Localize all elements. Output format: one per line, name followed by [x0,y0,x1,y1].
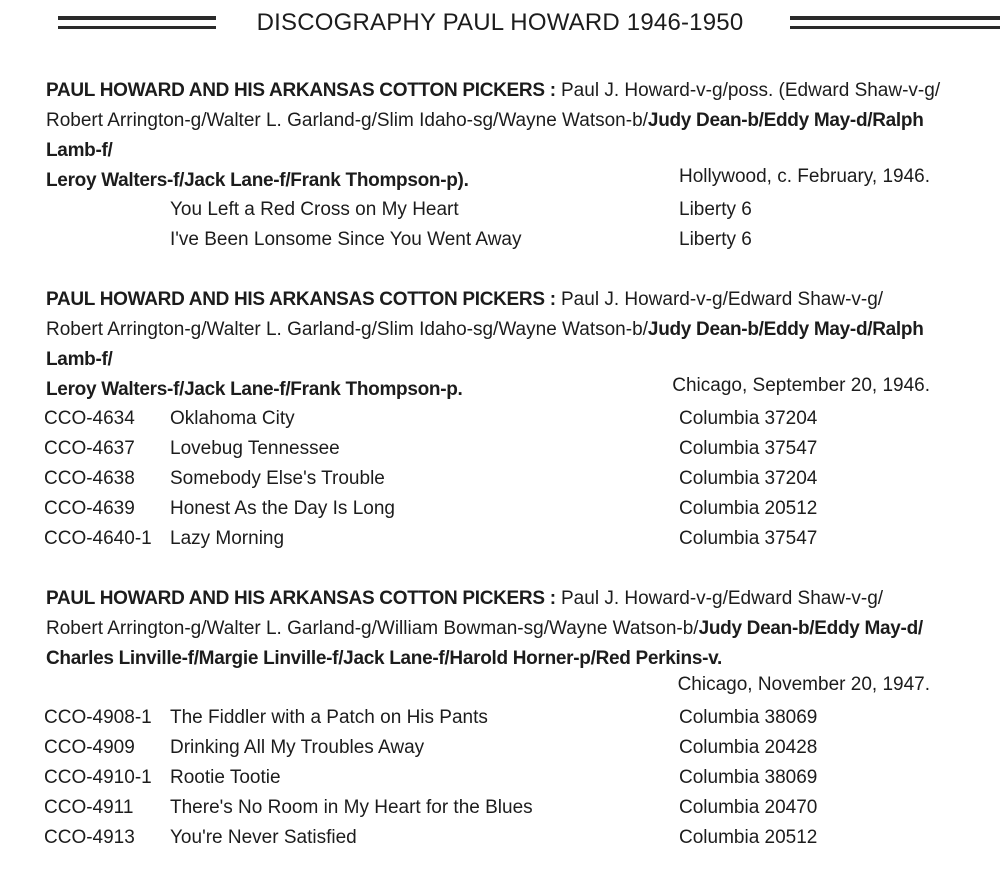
record-label: Columbia 37204 [679,468,818,489]
track-row [0,763,1000,793]
record-label: Columbia 37547 [679,438,818,459]
matrix-number: CCO-4910-1 [44,767,152,788]
song-title: Lazy Morning [170,528,285,549]
record-label: Columbia 38069 [679,707,818,728]
personnel-text-bold: Leroy Walters-f/Jack Lane-f/Frank Thompson-p. [46,379,463,400]
personnel-credits [46,584,976,674]
track-row [0,494,1000,524]
song-title: I've Been Lonsome Since You Went Away [170,229,522,250]
band-name: PAUL HOWARD AND HIS ARKANSAS COTTON PICKERS : [46,80,556,101]
personnel-text: Paul J. Howard-v-g/Edward Shaw-v-g/ [555,588,884,609]
song-title: Honest As the Day Is Long [170,498,395,519]
record-label: Columbia 37547 [679,528,818,549]
song-title: The Fiddler with a Patch on His Pants [170,707,488,728]
personnel-text: Paul J. Howard-v-g/poss. (Edward Shaw-v-g/ [555,80,941,101]
song-title: Lovebug Tennessee [170,438,340,459]
record-label: Columbia 20512 [679,827,818,848]
matrix-number: CCO-4637 [44,438,135,459]
track-row [0,195,1000,225]
matrix-number: CCO-4913 [44,827,135,848]
session-place-date: Chicago, September 20, 1946. [672,375,930,396]
personnel-text: Robert Arrington-g/Walter L. Garland-g/Slim Idaho-sg/Wayne Watson-b/ [46,319,648,340]
personnel-text: Robert Arrington-g/Walter L. Garland-g/Slim Idaho-sg/Wayne Watson-b/ [46,110,648,131]
record-label: Liberty 6 [679,199,752,220]
track-row [0,404,1000,434]
session-place-date: Hollywood, c. February, 1946. [679,166,930,187]
track-row [0,793,1000,823]
title-bar [0,6,1000,40]
personnel-text-bold: Leroy Walters-f/Jack Lane-f/Frank Thompson-p). [46,170,469,191]
song-title: Somebody Else's Trouble [170,468,385,489]
song-title: You Left a Red Cross on My Heart [170,199,459,220]
personnel-text-bold: Judy Dean-b/Eddy May-d/ [698,618,923,639]
matrix-number: CCO-4634 [44,408,135,429]
personnel-text: Paul J. Howard-v-g/Edward Shaw-v-g/ [555,289,884,310]
matrix-number: CCO-4911 [44,797,134,818]
song-title: There's No Room in My Heart for the Blues [170,797,533,818]
personnel-text-bold: Charles Linville-f/Margie Linville-f/Jack Lane-f/Harold Horner-p/Red Perkins-v. [46,648,722,669]
song-title: You're Never Satisfied [170,827,357,848]
song-title: Oklahoma City [170,408,295,429]
track-row [0,524,1000,554]
record-label: Columbia 38069 [679,767,818,788]
personnel-text-bold: Judy Dean-b/Eddy May-d/Ralph Lamb-f/ [46,110,924,161]
matrix-number: CCO-4908-1 [44,707,152,728]
track-row [0,464,1000,494]
track-row [0,733,1000,763]
track-row [0,823,1000,853]
song-title: Rootie Tootie [170,767,281,788]
record-label: Columbia 20470 [679,797,818,818]
band-name: PAUL HOWARD AND HIS ARKANSAS COTTON PICKERS : [46,289,556,310]
track-row [0,703,1000,733]
record-label: Liberty 6 [679,229,752,250]
matrix-number: CCO-4909 [44,737,135,758]
page-title: DISCOGRAPHY PAUL HOWARD 1946-1950 [256,9,744,36]
matrix-number: CCO-4640-1 [44,528,152,549]
session-place-date: Chicago, November 20, 1947. [677,674,930,695]
matrix-number: CCO-4639 [44,498,135,519]
personnel-text-bold: Judy Dean-b/Eddy May-d/Ralph Lamb-f/ [46,319,924,370]
band-name: PAUL HOWARD AND HIS ARKANSAS COTTON PICKERS : [46,588,556,609]
song-title: Drinking All My Troubles Away [170,737,425,758]
track-row [0,434,1000,464]
matrix-number: CCO-4638 [44,468,135,489]
record-label: Columbia 20428 [679,737,818,758]
record-label: Columbia 37204 [679,408,818,429]
record-label: Columbia 20512 [679,498,818,519]
track-row [0,225,1000,255]
personnel-text: Robert Arrington-g/Walter L. Garland-g/William Bowman-sg/Wayne Watson-b/ [46,618,699,639]
title-rule-right [790,16,1000,30]
